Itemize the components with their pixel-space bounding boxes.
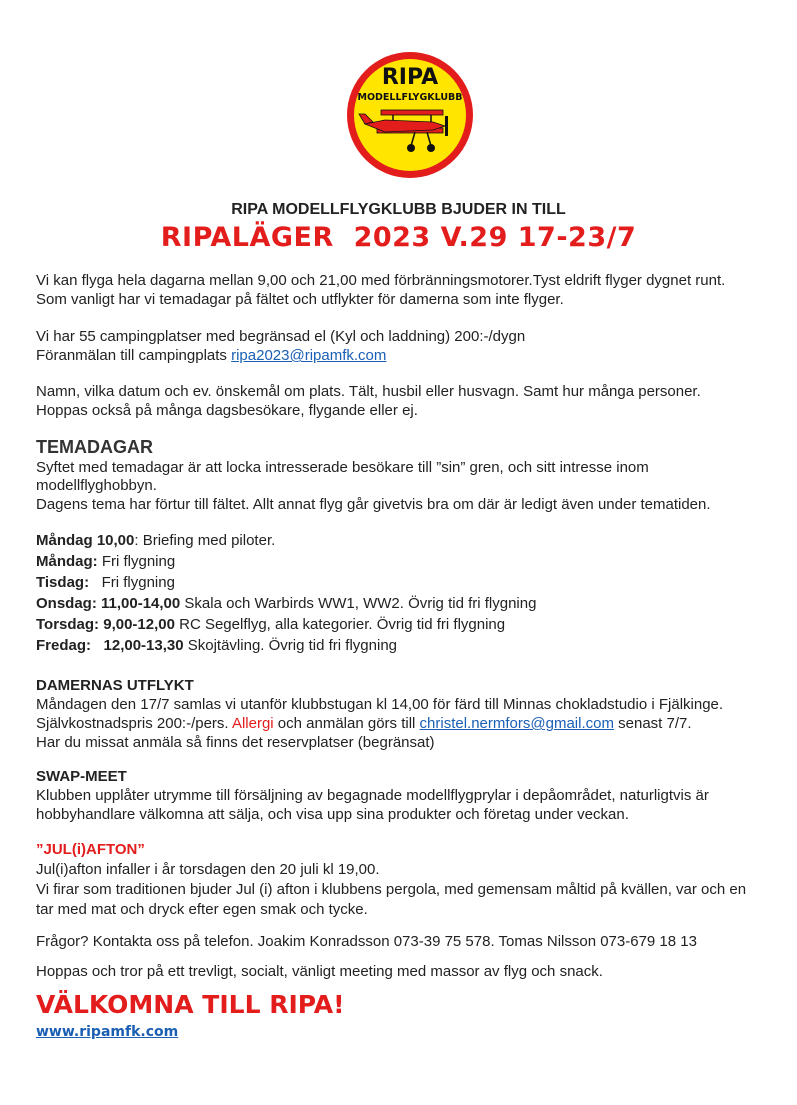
julafton-line-3: tar med mat och dryck efter egen smak och tycke. <box>36 901 368 918</box>
damernas-heading: DAMERNAS UTFLYKT <box>36 677 194 694</box>
schedule-day: Tisdag: <box>36 574 90 591</box>
schedule-day: Onsdag: 11,00-14,00 <box>36 595 181 612</box>
closing-line: Hoppas och tror på ett trevligt, socialt, vänligt meeting med massor av flyg och snack. <box>36 963 603 980</box>
club-logo <box>345 50 475 180</box>
damernas-line-1: Måndagen den 17/7 samlas vi utanför klubbstugan kl 14,00 för färd till Minnas chokladstudio i Fjälkinge. <box>36 696 724 713</box>
logo-top-text: RIPA <box>381 65 439 90</box>
schedule-day: Torsdag: 9,00-12,00 <box>36 616 175 633</box>
registration-line-1: Namn, vilka datum och ev. önskemål om plats. Tält, husbil eller husvagn. Samt hur många personer. <box>36 383 701 400</box>
invite-subtitle: RIPA MODELLFLYGKLUBB BJUDER IN TILL <box>231 201 566 218</box>
camping-email-link[interactable]: ripa2023@ripamfk.com <box>231 347 387 364</box>
damernas-email-link[interactable]: christel.nermfors@gmail.com <box>419 715 614 732</box>
welcome-heading: VÄLKOMNA TILL RIPA! <box>36 990 345 1019</box>
schedule-row <box>36 574 175 591</box>
julafton-heading: ”JUL(i)AFTON” <box>36 841 145 858</box>
schedule-row <box>36 595 536 612</box>
intro-line-1: Vi kan flyga hela dagarna mellan 9,00 och 21,00 med förbränningsmotorer.Tyst eldrift flyger dygnet runt. <box>36 272 726 289</box>
schedule-row <box>36 637 397 654</box>
allergi-text: Allergi <box>231 715 274 732</box>
contact-line: Frågor? Kontakta oss på telefon. Joakim Konradsson 073-39 75 578. Tomas Nilsson 073-679 18 13 <box>36 933 697 950</box>
schedule-day: Måndag: <box>36 553 98 570</box>
julafton-line-2: Vi firar som traditionen bjuder Jul (i) afton i klubbens pergola, med gemensam måltid på kvällen, var och en <box>36 881 747 898</box>
damernas-mid: och anmälan görs till <box>273 715 420 732</box>
damernas-deadline: senast 7/7. <box>613 715 692 732</box>
intro-line-2: Som vanligt har vi temadagar på fältet och utflykter för damerna som inte flyger. <box>36 291 564 308</box>
swap-line-1: Klubben upplåter utrymme till försäljning av begagnade modellflygprylar i depåområdet, naturligtvis är <box>36 787 709 804</box>
camping-prefix: Föranmälan till campingplats <box>36 347 232 364</box>
damernas-price: Självkostnadspris 200:-/pers. <box>36 715 232 732</box>
schedule-text: : Briefing med piloter. <box>134 532 276 549</box>
event-title: RIPALÄGER 2023 V.29 17-23/7 <box>160 222 637 253</box>
damernas-line-3: Har du missat anmäla så finns det reservplatser (begränsat) <box>36 734 435 751</box>
schedule-row <box>36 616 505 633</box>
schedule-text: Skojtävling. Övrig tid fri flygning <box>183 637 397 654</box>
website-link[interactable]: www.ripamfk.com <box>36 1024 179 1040</box>
julafton-line-1: Jul(i)afton infaller i år torsdagen den 20 juli kl 19,00. <box>36 861 380 878</box>
temadagar-line-1: Syftet med temadagar är att locka intresserade besökare till ”sin” gren, och sitt intresse inom <box>36 459 649 476</box>
logo-bottom-text: MODELLFLYGKLUBB <box>357 92 463 103</box>
schedule-text: Fri flygning <box>89 574 175 591</box>
registration-line-2: Hoppas också på många dagsbesökare, flygande eller ej. <box>36 402 418 419</box>
schedule-row <box>36 532 275 549</box>
camping-line-2 <box>36 346 386 365</box>
schedule-text: Fri flygning <box>97 553 176 570</box>
temadagar-line-2: modellflyghobbyn. <box>36 477 157 494</box>
temadagar-heading: TEMADAGAR <box>36 437 153 457</box>
swap-line-2: hobbyhandlare välkomna att sälja, och visa upp sina produkter och företag under veckan. <box>36 806 629 823</box>
schedule-day: Måndag 10,00 <box>36 532 135 549</box>
schedule-text: RC Segelflyg, alla kategorier. Övrig tid fri flygning <box>174 616 506 633</box>
schedule-row <box>36 553 175 570</box>
temadagar-line-3: Dagens tema har förtur till fältet. Allt annat flyg går givetvis bra om där är ledigt även under tematiden. <box>36 496 711 513</box>
camping-line-1: Vi har 55 campingplatser med begränsad el (Kyl och laddning) 200:-/dygn <box>36 328 526 345</box>
schedule-text: Skala och Warbirds WW1, WW2. Övrig tid fri flygning <box>180 595 537 612</box>
schedule-day: Fredag: 12,00-13,30 <box>36 637 184 654</box>
damernas-line-2 <box>36 714 692 733</box>
swap-heading: SWAP-MEET <box>36 768 127 785</box>
